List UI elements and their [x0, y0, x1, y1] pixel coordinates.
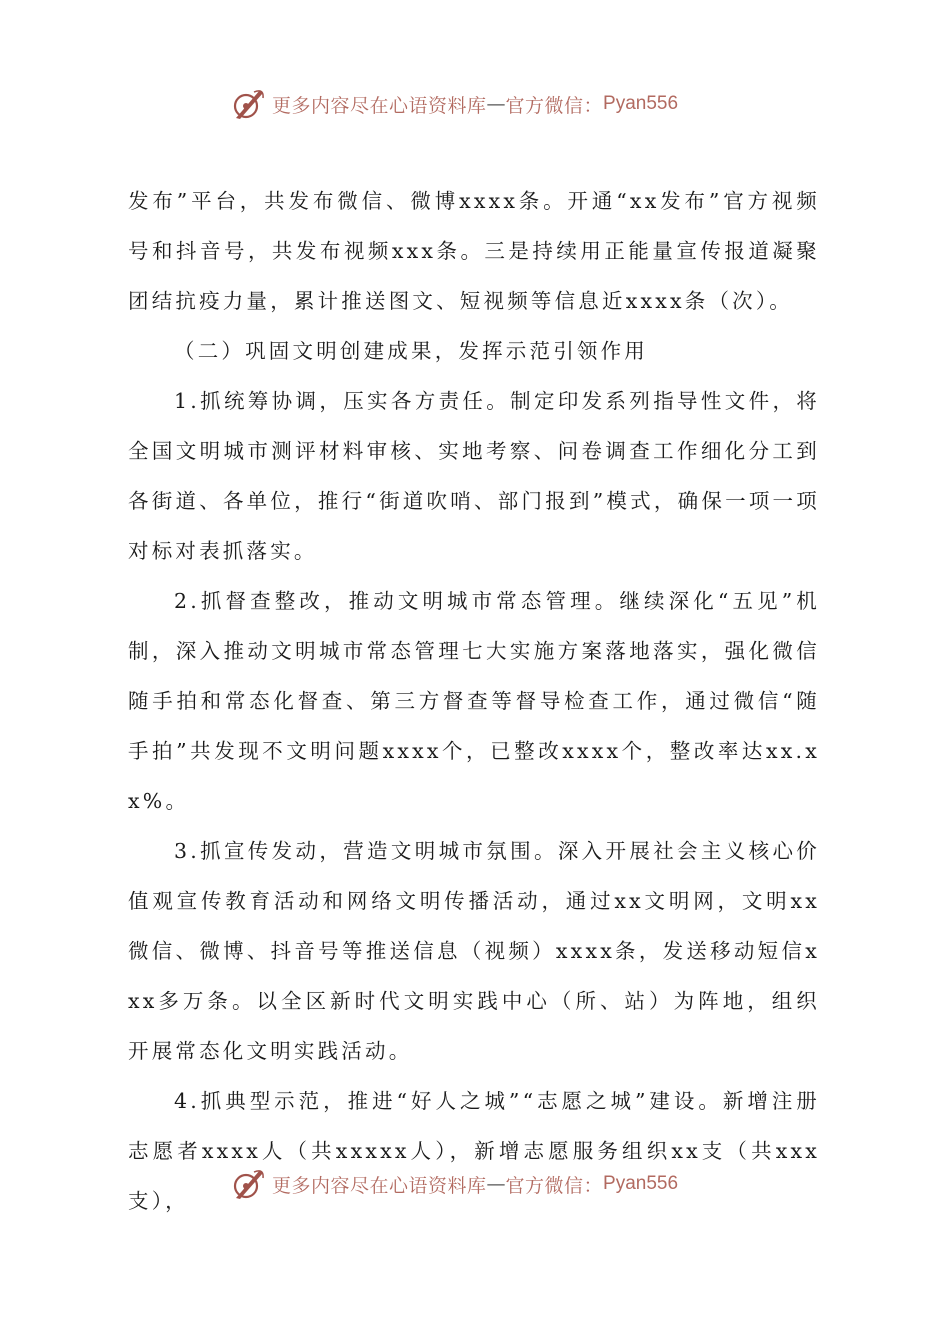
header-watermark-banner — [230, 84, 678, 124]
quill-pen-icon — [230, 86, 266, 122]
document-body — [128, 176, 820, 1226]
banner-contact-id: Pyan556 — [603, 1173, 679, 1194]
banner-main-text: 更多内容尽在心语资料库 — [272, 94, 487, 117]
list-item-4: 4.抓典型示范，推进“好人之城”“志愿之城”建设。新增注册志愿者xxxx人（共xxxxx人），新增志愿服务组织xx支（共xxx支）， — [128, 1089, 820, 1213]
paragraph-continued: 发布”平台，共发布微信、微博xxxx条。开通“xx发布”官方视频号和抖音号，共发布视频xxx条。三是持续用正能量宣传报道凝聚团结抗疫力量，累计推送图文、短视频等信息近xxxx条（次）。 — [128, 189, 820, 313]
banner-contact-label: 官方微信： — [505, 94, 604, 117]
list-item-2: 2.抓督查整改，推动文明城市常态管理。继续深化“五见”机制，深入推动文明城市常态管理七大实施方案落地落实，强化微信随手拍和常态化督查、第三方督查等督导检查工作，通过微信“随手拍”共发现不文明问题xxxx个，已整改xxxx个，整改率达xx.xx%。 — [128, 589, 820, 813]
list-item-3: 3.抓宣传发动，营造文明城市氛围。深入开展社会主义核心价值观宣传教育活动和网络文明传播活动，通过xx文明网，文明xx微信、微博、抖音号等推送信息（视频）xxxx条，发送移动短信xxx多万条。以全区新时代文明实践中心（所、站）为阵地，组织开展常态化文明实践活动。 — [128, 839, 820, 1063]
banner-separator: — — [486, 93, 506, 115]
banner-contact-label: 官方微信： — [505, 1174, 604, 1197]
banner-contact-id: Pyan556 — [603, 93, 679, 114]
list-item-1: 1.抓统筹协调，压实各方责任。制定印发系列指导性文件，将全国文明城市测评材料审核、实地考察、问卷调查工作细化分工到各街道、各单位，推行“街道吹哨、部门报到”模式，确保一项一项对标对表抓落实。 — [128, 389, 820, 563]
banner-main-text: 更多内容尽在心语资料库 — [272, 1174, 487, 1197]
banner-separator: — — [486, 1173, 506, 1195]
footer-watermark-banner — [230, 1164, 678, 1204]
section-heading: （二）巩固文明创建成果，发挥示范引领作用 — [174, 339, 648, 363]
quill-pen-icon — [230, 1166, 266, 1202]
